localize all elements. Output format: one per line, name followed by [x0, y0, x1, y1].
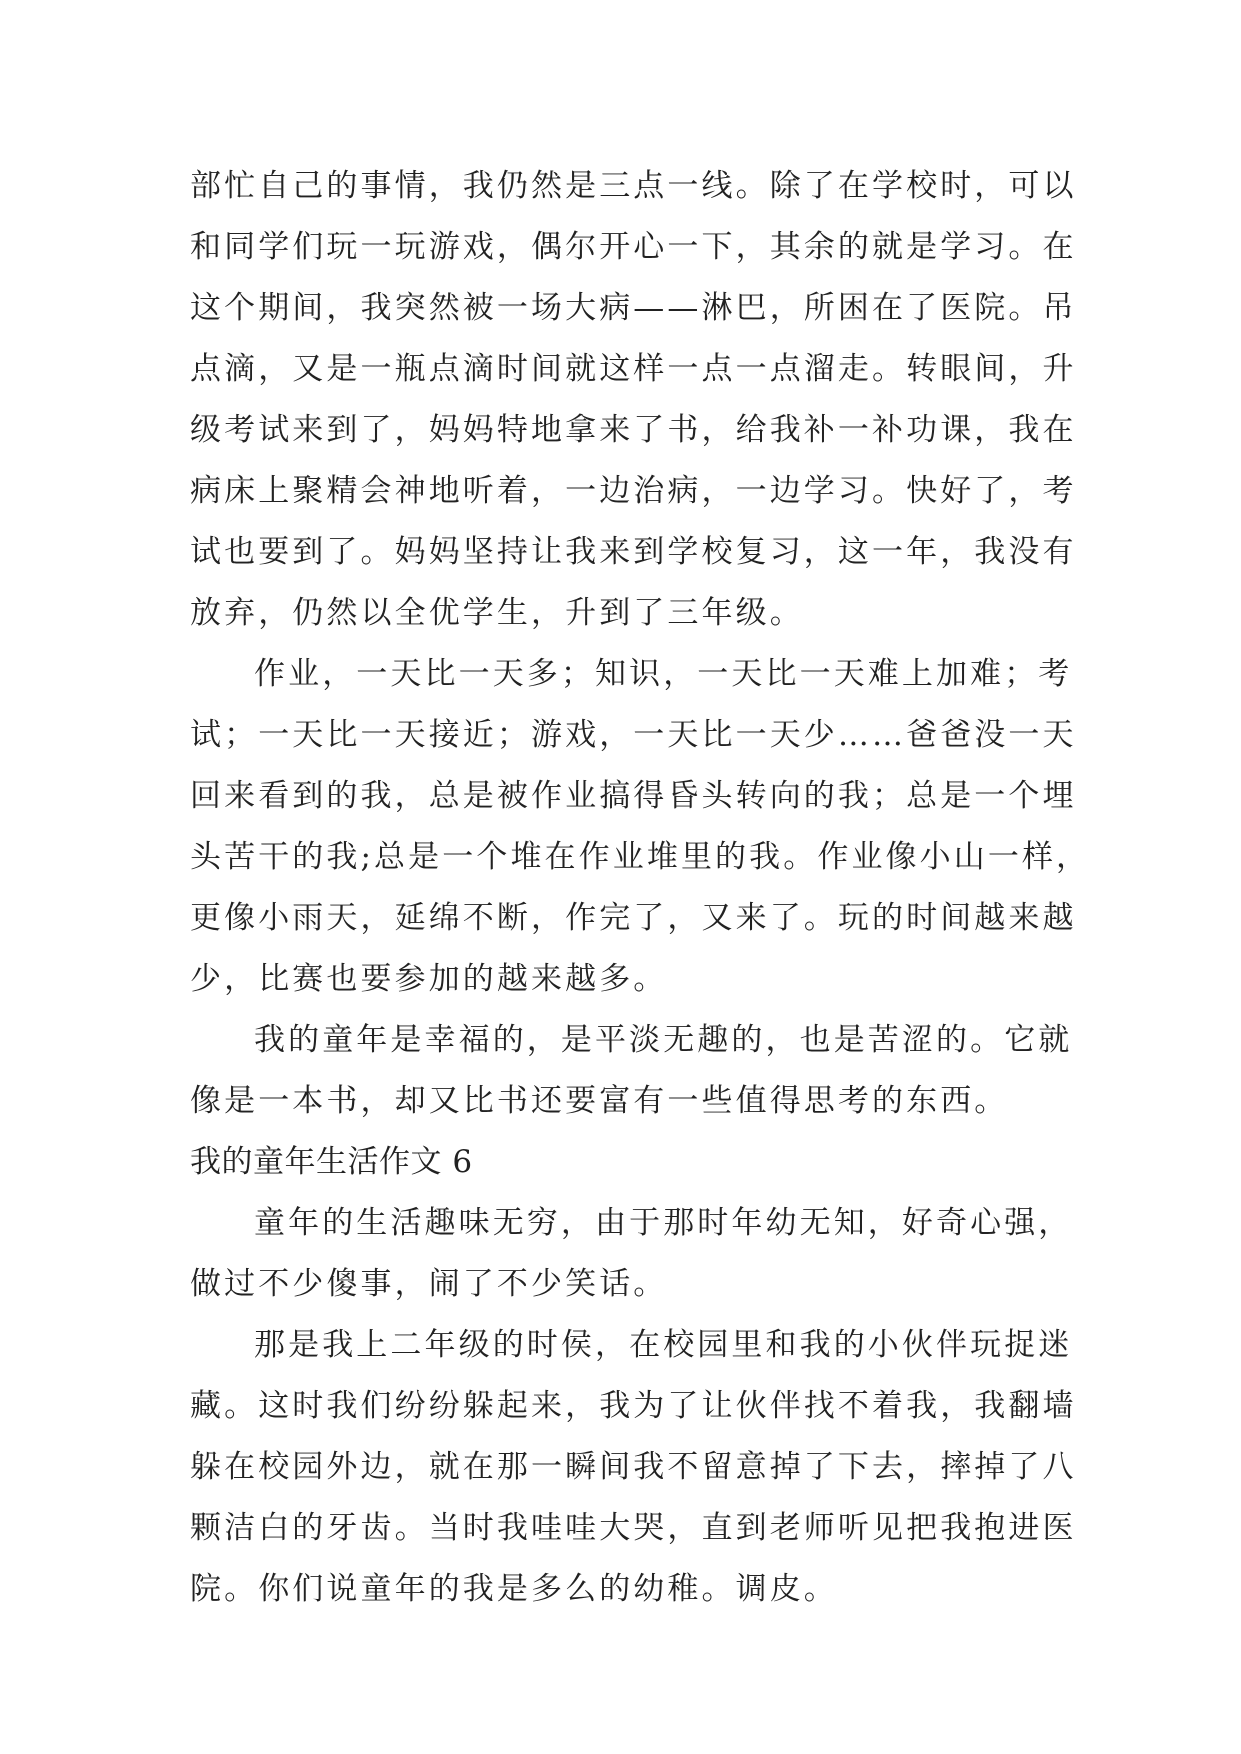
document-body [190, 156, 1091, 1620]
text-line: 作业，一天比一天多；知识，一天比一天难上加难；考 [254, 656, 1073, 692]
paragraph-1 [190, 156, 1077, 644]
text-line: 级考试来到了，妈妈特地拿来了书，给我补一补功课，我在 [190, 412, 1077, 448]
text-line: 藏。这时我们纷纷躲起来，我为了让伙伴找不着我，我翻墙 [190, 1388, 1077, 1424]
text-line: 回来看到的我，总是被作业搞得昏头转向的我；总是一个埋 [190, 778, 1077, 814]
text-line: 像是一本书，却又比书还要富有一些值得思考的东西。 [190, 1083, 1009, 1119]
text-line: 做过不少傻事，闹了不少笑话。 [190, 1266, 668, 1302]
text-line: 病床上聚精会神地听着，一边治病，一边学习。快好了，考 [190, 473, 1077, 509]
text-line: 童年的生活趣味无穷，由于那时年幼无知，好奇心强， [254, 1205, 1073, 1241]
section-heading: 我的童年生活作文 6 [190, 1144, 473, 1180]
text-line: 放弃，仍然以全优学生，升到了三年级。 [190, 595, 804, 631]
text-line: 头苦干的我;总是一个堆在作业堆里的我。作业像小山一样， [190, 839, 1091, 875]
text-line: 少，比赛也要参加的越来越多。 [190, 961, 668, 997]
text-line: 颗洁白的牙齿。当时我哇哇大哭，直到老师听见把我抱进医 [190, 1510, 1077, 1546]
text-line: 躲在校园外边，就在那一瞬间我不留意掉了下去，摔掉了八 [190, 1449, 1077, 1485]
text-line: 和同学们玩一玩游戏，偶尔开心一下，其余的就是学习。在 [190, 229, 1077, 265]
text-line: 点滴，又是一瓶点滴时间就这样一点一点溜走。转眼间，升 [190, 351, 1077, 387]
text-line: 院。你们说童年的我是多么的幼稚。调皮。 [190, 1571, 838, 1607]
text-line: 试也要到了。妈妈坚持让我来到学校复习，这一年，我没有 [190, 534, 1077, 570]
text-line: 那是我上二年级的时侯，在校园里和我的小伙伴玩捉迷 [254, 1327, 1073, 1363]
text-line: 试；一天比一天接近；游戏，一天比一天少……爸爸没一天 [190, 717, 1077, 753]
text-line: 部忙自己的事情，我仍然是三点一线。除了在学校时，可以 [190, 168, 1077, 204]
paragraph-3 [190, 1010, 1073, 1132]
text-line: 更像小雨天，延绵不断，作完了，又来了。玩的时间越来越 [190, 900, 1077, 936]
text-line: 我的童年是幸福的，是平淡无趣的，也是苦涩的。它就 [254, 1022, 1073, 1058]
text-line: 这个期间，我突然被一场大病——淋巴，所困在了医院。吊 [190, 290, 1077, 326]
paragraph-5 [190, 1315, 1077, 1620]
paragraph-4 [190, 1193, 1073, 1315]
paragraph-2 [190, 644, 1091, 1010]
